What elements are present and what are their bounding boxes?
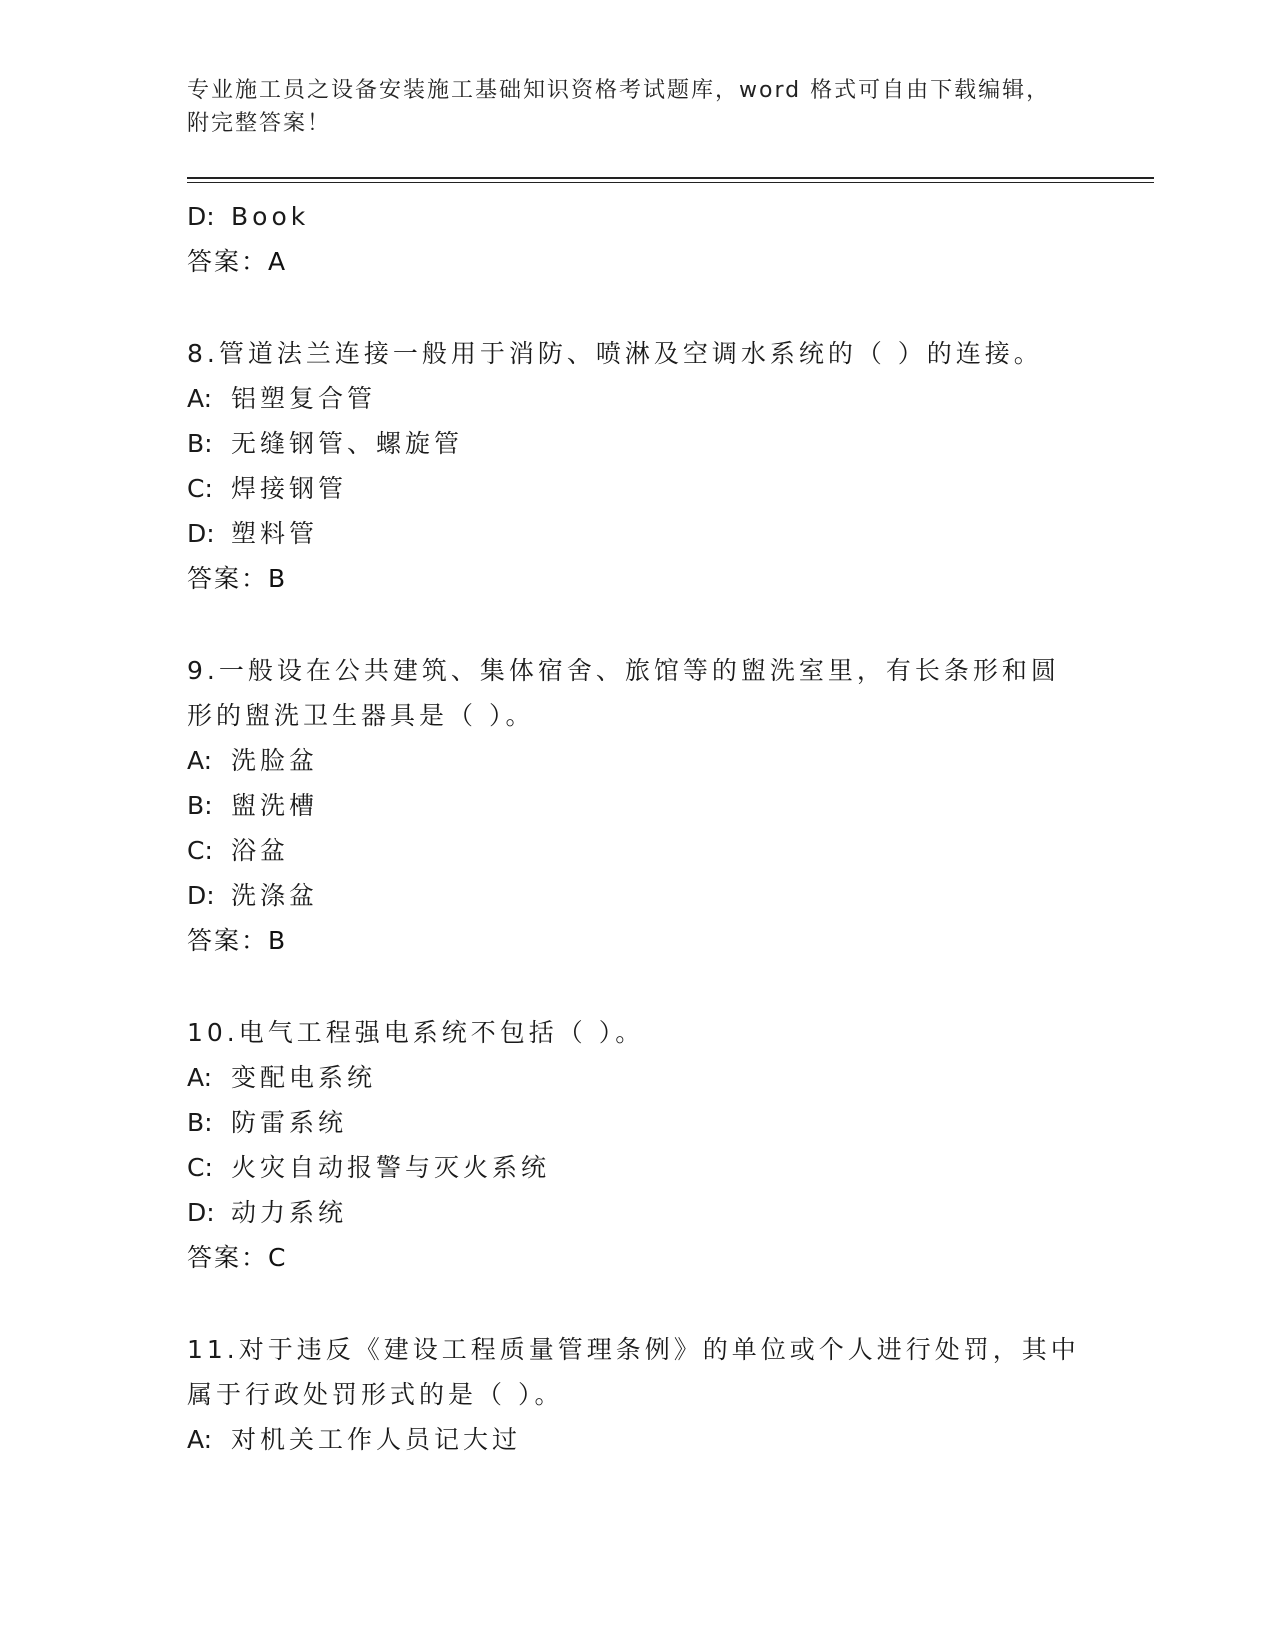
- option-text: 防雷系统: [231, 1108, 348, 1137]
- header-line-2: 附完整答案！: [187, 111, 332, 136]
- option-line: [187, 511, 1087, 556]
- option-line: [187, 1417, 1087, 1462]
- question-stem: 9.一般设在公共建筑、集体宿舍、旅馆等的盥洗室里，有长条形和圆: [187, 656, 1060, 685]
- document-header: [187, 74, 1087, 140]
- question-stem: 11.对于违反《建设工程质量管理条例》的单位或个人进行处罚，其中: [187, 1335, 1080, 1364]
- option-text: 洗脸盆: [231, 746, 319, 775]
- answer-line: 答案：B: [187, 926, 288, 955]
- option-key: A:: [187, 746, 213, 775]
- option-text: 浴盆: [231, 836, 290, 865]
- option-line: [187, 783, 1087, 828]
- question-stem-continued: 属于行政处罚形式的是（ ）。: [187, 1380, 564, 1409]
- question-stem: 8.管道法兰连接一般用于消防、喷淋及空调水系统的（ ）的连接。: [187, 339, 1043, 368]
- option-line: [187, 421, 1087, 466]
- spacer: [187, 284, 1087, 331]
- option-text: 焊接钢管: [231, 474, 348, 503]
- option-text: 变配电系统: [231, 1063, 377, 1092]
- option-text: 洗涤盆: [231, 881, 319, 910]
- option-text: 铝塑复合管: [231, 384, 377, 413]
- option-text: 塑料管: [231, 519, 319, 548]
- option-key: A:: [187, 1063, 213, 1092]
- option-key: A:: [187, 1425, 213, 1454]
- question-block: [187, 1327, 1087, 1462]
- option-line: [187, 738, 1087, 783]
- option-line: [187, 828, 1087, 873]
- spacer: [187, 1280, 1087, 1327]
- option-key: D:: [187, 881, 215, 910]
- option-key: A:: [187, 384, 213, 413]
- answer-line: 答案：C: [187, 1243, 288, 1272]
- answer-line: 答案：A: [187, 247, 288, 276]
- question-list: [187, 194, 1087, 1462]
- option-key: C:: [187, 474, 213, 503]
- question-block: [187, 331, 1087, 601]
- spacer: [187, 963, 1087, 1010]
- option-key: B:: [187, 1108, 213, 1137]
- option-line: [187, 1145, 1087, 1190]
- question-block: [187, 1010, 1087, 1280]
- option-key: D:: [187, 1198, 215, 1227]
- option-text: 对机关工作人员记大过: [231, 1425, 522, 1454]
- header-divider-thin: [187, 182, 1154, 183]
- question-stem: 10.电气工程强电系统不包括（ ）。: [187, 1018, 645, 1047]
- option-key: D:: [187, 202, 215, 231]
- option-key: C:: [187, 1153, 213, 1182]
- option-line: [187, 194, 1087, 239]
- spacer: [187, 601, 1087, 648]
- option-line: [187, 1055, 1087, 1100]
- option-text: 火灾自动报警与灭火系统: [231, 1153, 551, 1182]
- option-line: [187, 873, 1087, 918]
- option-text: 无缝钢管、螺旋管: [231, 429, 464, 458]
- option-key: D:: [187, 519, 215, 548]
- option-line: [187, 1190, 1087, 1235]
- question-stem-continued: 形的盥洗卫生器具是（ ）。: [187, 701, 535, 730]
- option-line: [187, 1100, 1087, 1145]
- option-text: 动力系统: [231, 1198, 348, 1227]
- header-line-1: 专业施工员之设备安装施工基础知识资格考试题库，word 格式可自由下载编辑，: [187, 78, 1051, 103]
- option-text: 盥洗槽: [231, 791, 319, 820]
- option-key: C:: [187, 836, 213, 865]
- question-block: [187, 648, 1087, 963]
- header-divider-thick: [187, 177, 1154, 179]
- option-key: B:: [187, 791, 213, 820]
- option-line: [187, 466, 1087, 511]
- option-line: [187, 376, 1087, 421]
- option-key: B:: [187, 429, 213, 458]
- option-text: Book: [231, 202, 310, 231]
- answer-line: 答案：B: [187, 564, 288, 593]
